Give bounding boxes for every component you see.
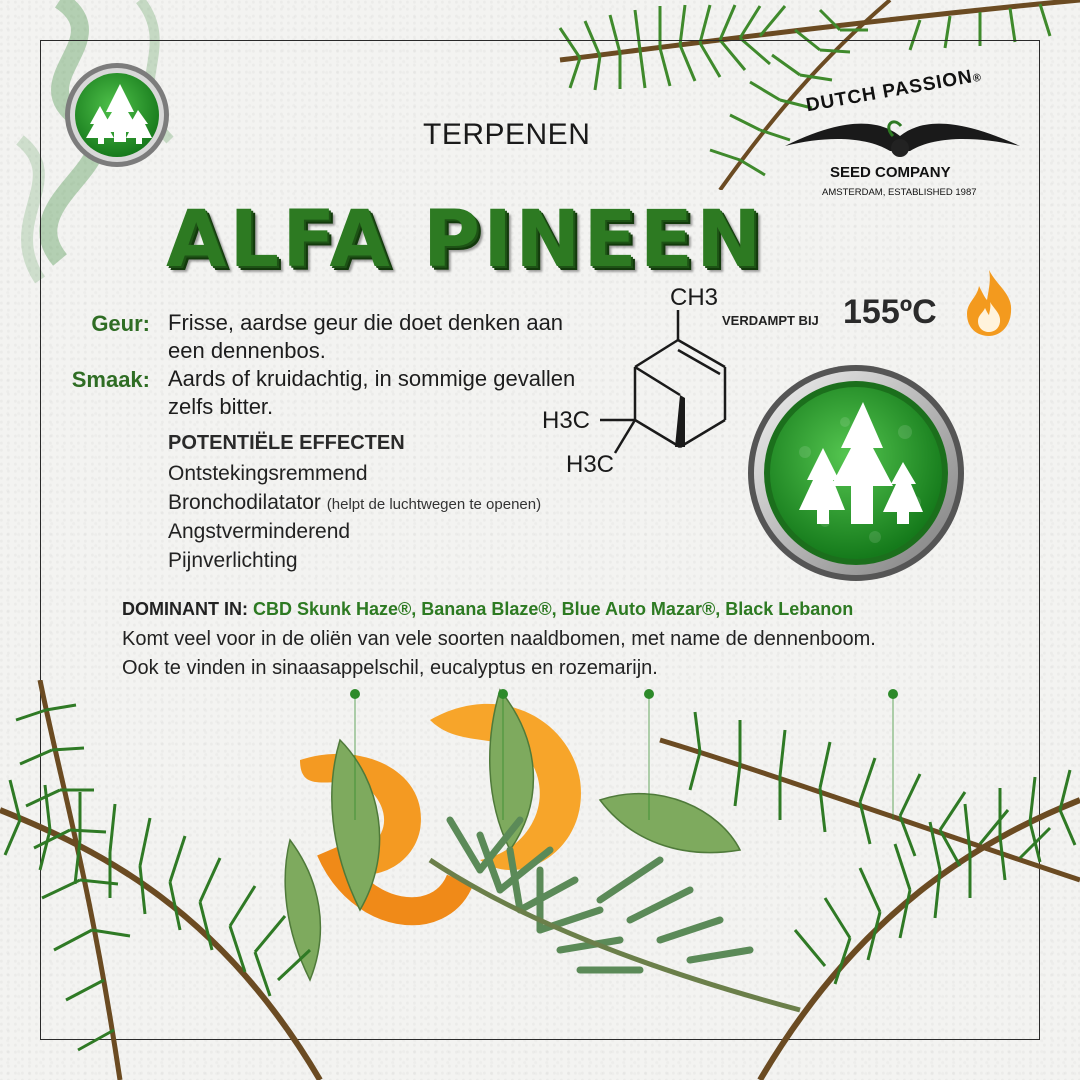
bird-icon [775, 106, 1025, 166]
taste-line-1: Aards of kruidachtig, in sommige gevallen [168, 366, 576, 391]
dutch-passion-logo [770, 66, 1030, 212]
smell-line-1: Frisse, aardse geur die doet denken aan [168, 310, 564, 335]
molecule-diagram [530, 270, 740, 485]
molecule-h3c-label: H3C [566, 451, 615, 478]
vaporization-temperature: 155ºC [843, 293, 937, 331]
smell-line-2: een dennenbos. [168, 338, 326, 363]
taste-line-2: zelfs bitter. [168, 394, 274, 419]
logo-tagline: AMSTERDAM, ESTABLISHED 1987 [822, 187, 977, 198]
effects-title: POTENTIËLE EFFECTEN [168, 432, 405, 454]
vaporization-label: VERDAMPT BIJ [722, 313, 819, 328]
smell-label: Geur: [91, 311, 150, 336]
dominant-strains: CBD Skunk Haze®, Banana Blaze®, Blue Auto Mazar®, Black Lebanon [253, 599, 854, 619]
pine-trees-icon [62, 60, 172, 170]
page-title: ALFA PINEEN [166, 195, 765, 285]
molecule-ch3-label: CH3 [670, 284, 719, 311]
pine-trees-icon [745, 362, 967, 584]
molecule-h3c-label: H3C [542, 407, 591, 434]
description-line-1: Komt veel voor in de oliën van vele soorten naaldbomen, met name de dennenboom. [122, 628, 876, 650]
ingredient-pins [0, 680, 1080, 860]
effect-item: Bronchodilatator (helpt de luchtwegen te openen) [168, 491, 542, 514]
effect-note: (helpt de luchtwegen te openen) [326, 496, 542, 513]
dominant-label: DOMINANT IN: [122, 599, 248, 619]
description-line-2: Ook te vinden in sinaasappelschil, eucalyptus en rozemarijn. [122, 657, 658, 679]
taste-label: Smaak: [71, 367, 150, 392]
effect-item: Angstverminderend [168, 520, 351, 543]
effect-item: Pijnverlichting [168, 549, 298, 572]
logo-subtitle: SEED COMPANY [830, 164, 951, 181]
effect-item: Ontstekingsremmend [168, 462, 368, 485]
dominant-in [122, 599, 853, 620]
header-label: TERPENEN [423, 118, 591, 151]
flame-icon [963, 268, 1015, 338]
logo-brand: DUTCH PASSION® [804, 66, 984, 117]
